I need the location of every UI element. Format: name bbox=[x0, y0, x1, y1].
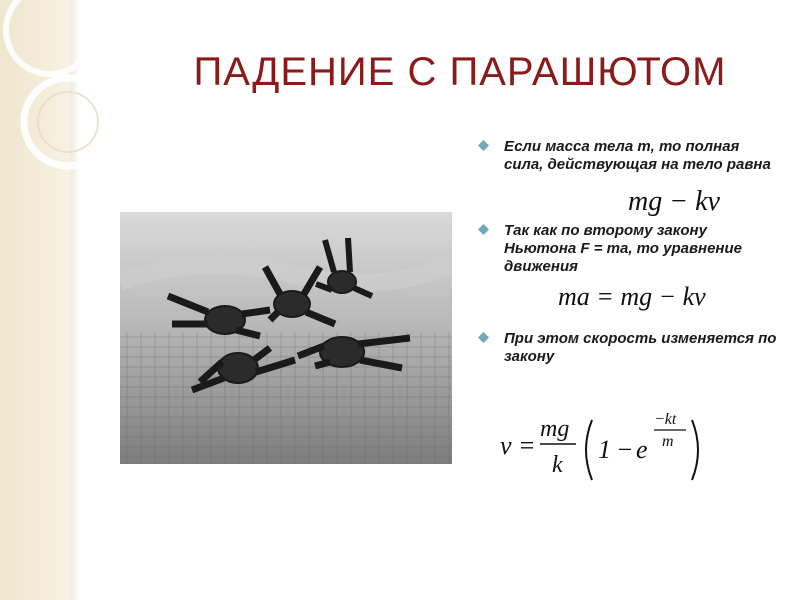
exp-base: e bbox=[636, 435, 648, 464]
formula-net-force: mg − kv bbox=[622, 186, 726, 218]
bullet-diamond-icon bbox=[478, 332, 489, 343]
slide-title: ПАДЕНИЕ С ПАРАШЮТОМ bbox=[193, 50, 727, 94]
formula-velocity bbox=[500, 406, 730, 486]
bullet-diamond-icon bbox=[478, 140, 489, 151]
exponent-denominator: m bbox=[662, 433, 674, 450]
minus-sign: − bbox=[616, 435, 634, 464]
formula-equation-of-motion: ma = mg − kv bbox=[558, 282, 706, 311]
velocity-symbol: v bbox=[500, 431, 512, 460]
equals-sign: = bbox=[518, 431, 536, 460]
right-paren bbox=[692, 420, 698, 480]
bullet-diamond-icon bbox=[478, 224, 489, 235]
decorative-rings bbox=[0, 0, 140, 220]
left-paren bbox=[586, 420, 592, 480]
fraction-denominator: k bbox=[552, 452, 563, 478]
bullet-item bbox=[478, 330, 778, 366]
city-grid bbox=[120, 332, 452, 464]
bullet-text: Если масса тела m, то полная сила, действующая на тело равна bbox=[504, 138, 771, 173]
deco-ring-inner bbox=[38, 92, 98, 152]
bullet-text: При этом скорость изменяется по закону bbox=[504, 330, 777, 365]
bullet-item bbox=[478, 138, 778, 174]
skydivers-photo bbox=[120, 212, 452, 464]
exponent-numerator: −kt bbox=[654, 411, 677, 428]
bullet-text: Так как по второму закону Ньютона F = ma, то уравнение движения bbox=[504, 222, 743, 275]
fraction-numerator: mg bbox=[540, 416, 570, 442]
deco-ring-top bbox=[6, 0, 94, 74]
bullet-item bbox=[478, 222, 778, 276]
one-term: 1 bbox=[598, 435, 611, 464]
